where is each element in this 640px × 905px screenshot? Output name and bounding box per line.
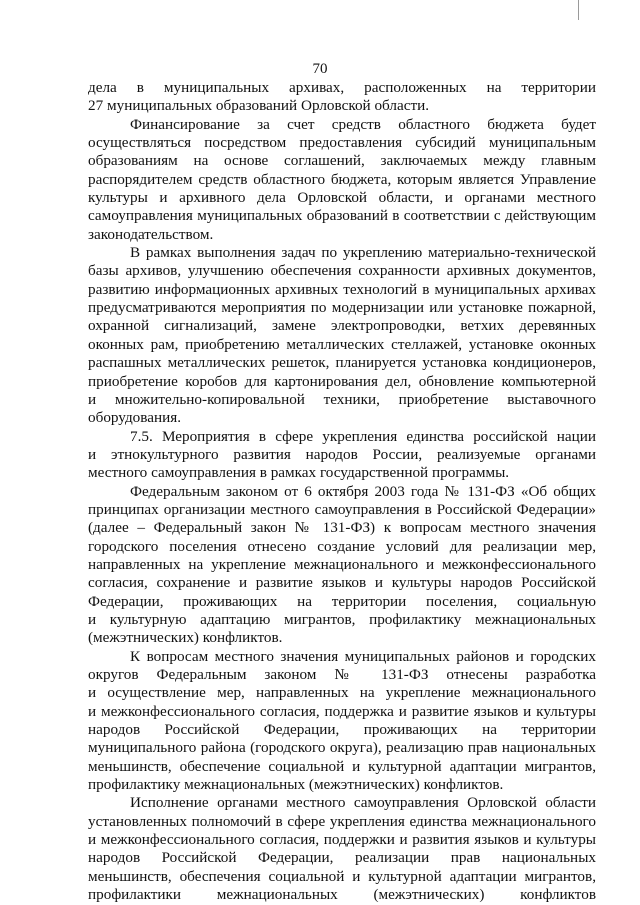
text-line: распорядителем средств областного бюджета, которым является Управление: [88, 170, 596, 188]
text-line: профилактику межнациональных (межэтнических) конфликтов.: [88, 776, 504, 794]
text-line: К вопросам местного значения муниципальных районов и городских: [130, 647, 596, 665]
text-line: округов Федеральным законом № 131-ФЗ отнесены разработка: [88, 666, 596, 683]
text-line: (межэтнических) конфликтов.: [88, 629, 283, 647]
text-line: предусматриваются мероприятия по модернизации или установке пожарной,: [88, 299, 596, 317]
text-line: законодательством.: [88, 225, 214, 243]
text-line: согласия, сохранение и развитие языков и культуры народов Российской: [88, 574, 596, 592]
text-line: установленных полномочий в сфере укрепления единства межнационального: [88, 812, 596, 830]
text-line: Федеральным законом от 6 октября 2003 года № 131-ФЗ «Об общих: [130, 482, 596, 500]
text-line: развитию информационных архивных технологий в муниципальных архивах: [88, 280, 596, 298]
paragraph-execution: [88, 794, 596, 904]
text-line: осуществляться посредством предоставления субсидий муниципальным: [88, 134, 596, 152]
text-line: самоуправления муниципальных образований в соответствии с действующим: [88, 207, 596, 225]
paragraph-financing: [88, 116, 596, 244]
document-body: [88, 79, 596, 904]
text-line: муниципального района (городского округа), реализацию прав национальных: [88, 739, 596, 757]
text-line: принципах организации местного самоуправления в Российской Федерации»: [88, 500, 596, 518]
paragraph-federal-law: [88, 483, 596, 648]
text-line: направленных на укрепление межнационального и межконфессионального: [88, 555, 596, 573]
text-line: распашных металлических решеток, планируется установка кондиционеров,: [88, 354, 596, 372]
paragraph-district-questions: [88, 648, 596, 795]
text-line: приобретение коробов для картонирования дел, обновление компьютерной: [88, 372, 596, 390]
text-line: народов Российской Федерации, проживающих на территории: [88, 721, 596, 739]
text-line: народов Российской Федерации, реализации прав национальных: [88, 849, 596, 867]
text-line: В рамках выполнения задач по укреплению материально-технической: [130, 244, 596, 262]
text-line: Исполнение органами местного самоуправления Орловской области: [130, 794, 596, 812]
text-line: оборудования.: [88, 409, 182, 427]
text-line: базы архивов, улучшению обеспечения сохранности архивных документов,: [88, 262, 596, 280]
text-line: Федерации, проживающих на территории поселения, социальную: [88, 592, 596, 610]
text-line: и осуществление мер, направленных на укрепление межнационального: [88, 684, 596, 702]
text-line: местного самоуправления в рамках государственной программы.: [88, 464, 510, 482]
text-line: (далее – Федеральный закон № 131-ФЗ) к вопросам местного значения: [88, 519, 596, 537]
paragraph-archives-continuation: [88, 79, 596, 116]
section-heading-7-5: [88, 428, 596, 483]
text-line: и этнокультурного развития народов России, реализуемые органами: [88, 445, 596, 463]
text-line: меньшинств, обеспечение социальной и культурной адаптации мигрантов,: [88, 757, 596, 775]
text-line: 7.5. Мероприятия в сфере укрепления единства российской нации: [130, 427, 596, 445]
text-line: культуры и архивного дела Орловской области, и органами местного: [88, 189, 596, 207]
text-line: дела в муниципальных архивах, расположенных на территории: [88, 79, 596, 96]
text-line: оконных рам, приобретению металлических стеллажей, установке оконных: [88, 335, 596, 353]
page-edge-mark: [578, 0, 579, 20]
paragraph-material-base: [88, 244, 596, 427]
page-number: 70: [312, 61, 328, 77]
text-line: охранной сигнализаций, замене электропроводки, ветхих деревянных: [88, 317, 596, 335]
text-line: профилактики межнациональных (межэтнических) конфликтов: [88, 886, 596, 904]
text-line: меньшинств, обеспечения социальной и культурной адаптации мигрантов,: [88, 867, 596, 885]
text-line: и межконфессионального согласия, поддержка и развитие языков и культуры: [88, 702, 596, 720]
text-line: и культурную адаптацию мигрантов, профилактику межнациональных: [88, 610, 596, 628]
text-line: 27 муниципальных образований Орловской области.: [88, 97, 430, 115]
text-line: Финансирование за счет средств областного бюджета будет: [130, 115, 596, 133]
text-line: и множительно-копировальной техники, приобретение выставочного: [88, 390, 596, 408]
text-line: образованиям на основе соглашений, заключаемых между главным: [88, 152, 596, 170]
text-line: и межконфессионального согласия, поддержки и развития языков и культуры: [88, 831, 596, 849]
text-line: городского поселения отнесено создание условий для реализации мер,: [88, 537, 596, 555]
